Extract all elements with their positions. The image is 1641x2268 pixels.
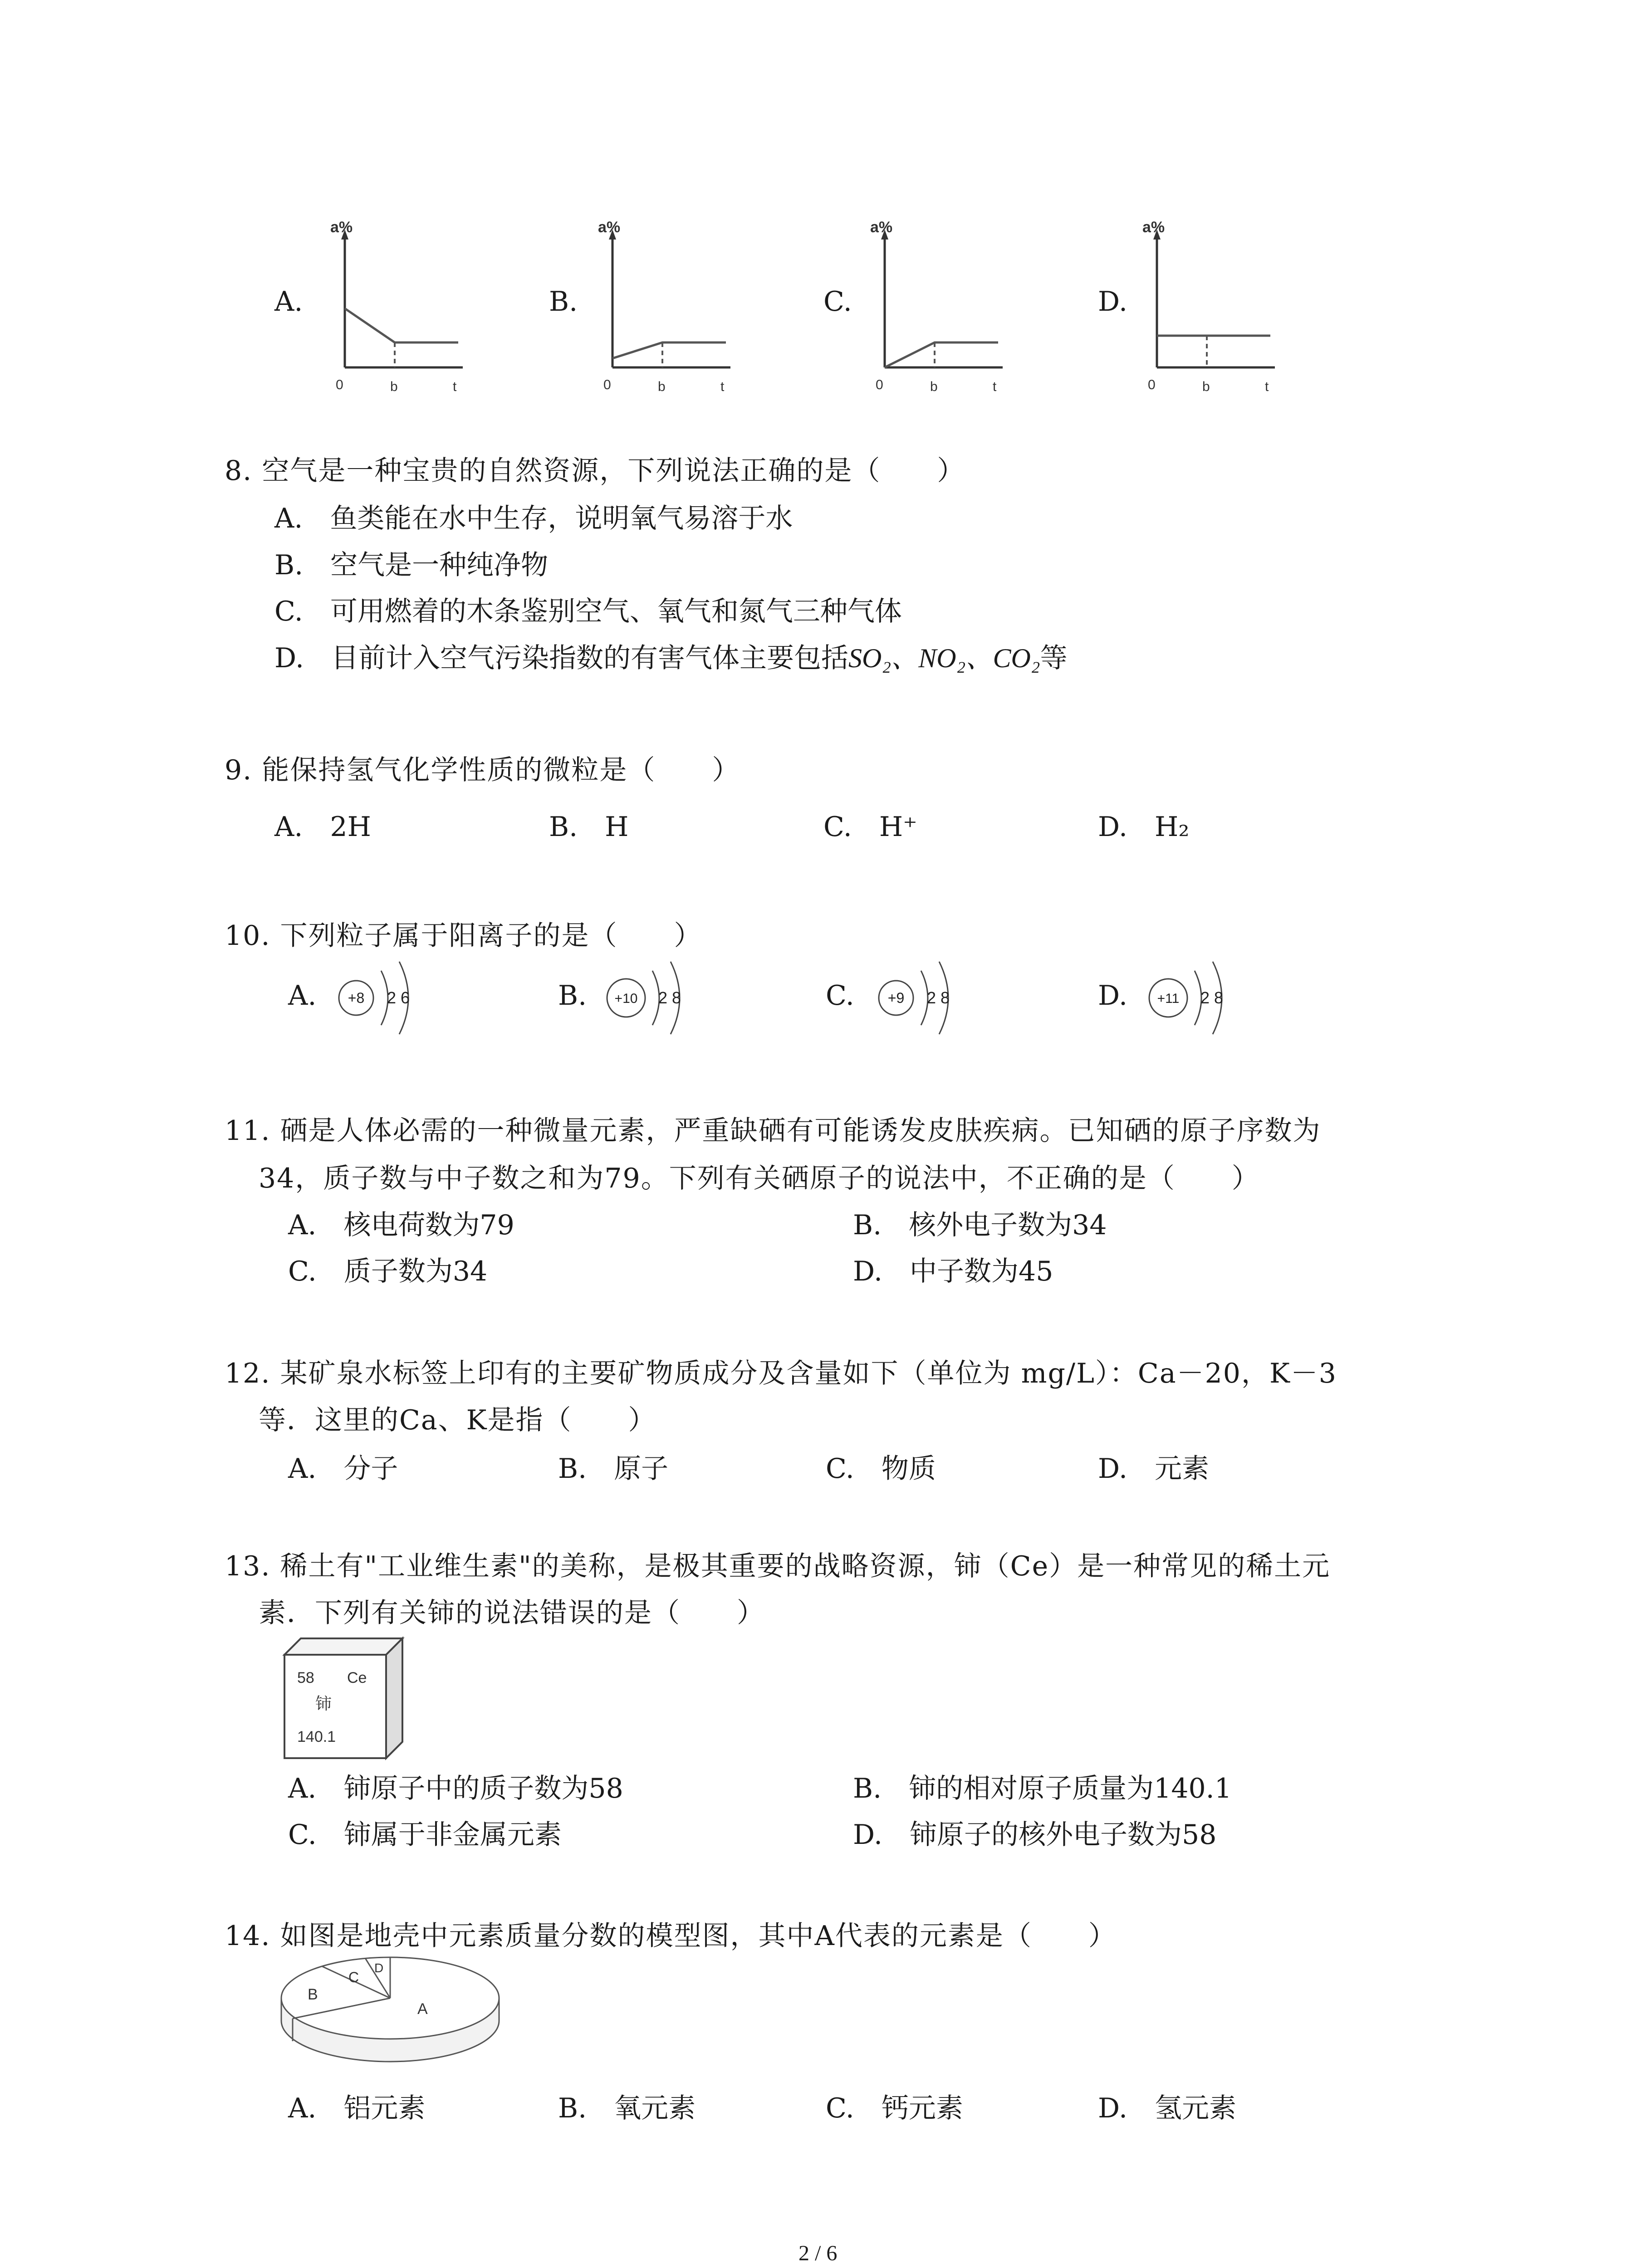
svg-text:0: 0	[1148, 377, 1156, 392]
svg-text:a%: a%	[598, 219, 621, 236]
q11-option-b: B. 核外电子数为34	[853, 1209, 1107, 1241]
svg-text:+11: +11	[1157, 991, 1180, 1006]
q12-option-a: A. 分子	[288, 1453, 398, 1485]
svg-text:+9: +9	[887, 990, 905, 1006]
q7-option-c-label: C.	[823, 286, 852, 318]
q14-option-c: C. 钙元素	[826, 2092, 963, 2124]
tile-symbol: Ce	[347, 1669, 367, 1686]
q12-stem-line1: 12. 某矿泉水标签上印有的主要矿物质成分及含量如下（单位为 mg/L）：Ca－20，K－3	[225, 1358, 1337, 1389]
q10-option-b-label: B.	[558, 980, 587, 1012]
svg-text:2 8: 2 8	[658, 988, 681, 1007]
q8-option-b: B. 空气是一种纯净物	[274, 549, 549, 581]
svg-text:a%: a%	[1142, 219, 1165, 236]
q12-option-d: D. 元素	[1098, 1453, 1210, 1485]
q9-option-c: C. H⁺	[823, 811, 917, 843]
svg-text:t: t	[993, 379, 997, 394]
q14-option-b: B. 氧元素	[558, 2092, 696, 2124]
q11-stem-line2: 34，质子数与中子数之和为79。下列有关硒原子的说法中，不正确的是（ ）	[259, 1163, 1260, 1194]
pie-label-a: A	[417, 2000, 428, 2018]
crust-element-pie-model	[272, 1946, 508, 2068]
q11-stem-line1: 11. 硒是人体必需的一种微量元素，严重缺硒有可能诱发皮肤疾病。已知硒的原子序数为	[225, 1115, 1321, 1147]
q10-atom-diagram-b	[603, 953, 712, 1043]
svg-text:t: t	[1265, 379, 1269, 394]
y-axis-label: a%	[330, 219, 353, 236]
svg-text:b: b	[1202, 379, 1210, 394]
q7-option-b-label: B.	[549, 286, 578, 318]
tile-atomic-number: 58	[297, 1669, 314, 1686]
q10-atom-diagram-d	[1146, 953, 1254, 1043]
svg-text:t: t	[453, 379, 457, 394]
pie-label-d: D	[374, 1961, 384, 1975]
q12-option-b: B. 原子	[558, 1453, 669, 1485]
svg-text:t: t	[720, 379, 725, 394]
svg-text:0: 0	[876, 377, 883, 392]
tile-element-name: 铈	[315, 1694, 332, 1713]
q13-stem-line2: 素．下列有关铈的说法错误的是（ ）	[259, 1597, 765, 1629]
svg-text:2 8: 2 8	[1200, 988, 1224, 1007]
q10-stem: 10. 下列粒子属于阳离子的是（ ）	[225, 920, 702, 952]
q8-option-d: D. 目前计入空气污染指数的有害气体主要包括SO₂、NO₂、CO₂等	[274, 642, 1068, 674]
svg-text:a%: a%	[870, 219, 893, 236]
pie-label-b: B	[308, 1986, 318, 2003]
q12-stem-line2: 等．这里的Ca、K是指（ ）	[259, 1404, 656, 1436]
q12-option-c: C. 物质	[826, 1453, 936, 1485]
svg-text:b: b	[930, 379, 938, 394]
q9-stem: 9. 能保持氢气化学性质的微粒是（ ）	[225, 754, 740, 786]
q13-option-d: D. 铈原子的核外电子数为58	[853, 1819, 1217, 1851]
q10-option-a-label: A.	[288, 980, 317, 1012]
q10-option-c-label: C.	[826, 980, 854, 1012]
svg-text:+8: +8	[348, 990, 365, 1006]
page-number: 2 / 6	[798, 2241, 838, 2265]
q9-option-d: D. H₂	[1098, 811, 1190, 843]
svg-text:b: b	[658, 379, 666, 394]
q7-graph-a	[327, 213, 472, 404]
q11-option-c: C. 质子数为34	[288, 1256, 488, 1287]
tile-atomic-mass: 140.1	[297, 1728, 336, 1745]
q14-stem: 14. 如图是地壳中元素质量分数的模型图，其中A代表的元素是（ ）	[225, 1920, 1117, 1952]
q14-option-d: D. 氢元素	[1098, 2092, 1237, 2124]
svg-text:2 6: 2 6	[387, 988, 410, 1007]
q7-option-d-label: D.	[1098, 286, 1128, 318]
q9-option-b: B. H	[549, 811, 629, 843]
q10-option-d-label: D.	[1098, 980, 1128, 1012]
q13-stem-line1: 13. 稀土有"工业维生素"的美称，是极其重要的战略资源，铈（Ce）是一种常见的稀土元	[225, 1550, 1331, 1582]
svg-text:b: b	[390, 379, 398, 394]
q10-atom-diagram-c	[876, 953, 985, 1043]
q8-option-c: C. 可用燃着的木条鉴别空气、氧气和氮气三种气体	[274, 596, 902, 627]
q10-atom-diagram-a	[336, 953, 445, 1043]
q8-option-a: A. 鱼类能在水中生存，说明氧气易溶于水	[274, 503, 793, 534]
cerium-element-tile	[279, 1633, 411, 1765]
q13-option-b: B. 铈的相对原子质量为140.1	[853, 1773, 1232, 1804]
q9-option-a: A. 2H	[274, 811, 371, 843]
q11-option-a: A. 核电荷数为79	[288, 1209, 514, 1241]
q8-stem: 8. 空气是一种宝贵的自然资源，下列说法正确的是（ ）	[225, 455, 965, 487]
q13-option-c: C. 铈属于非金属元素	[288, 1819, 562, 1851]
q14-option-a: A. 铝元素	[288, 2092, 426, 2124]
q7-graph-d	[1139, 213, 1284, 404]
q7-graph-b	[594, 213, 740, 404]
svg-text:0: 0	[336, 377, 343, 392]
svg-text:0: 0	[603, 377, 611, 392]
svg-text:+10: +10	[614, 991, 638, 1006]
pie-label-c: C	[348, 1969, 359, 1985]
q11-option-d: D. 中子数为45	[853, 1256, 1053, 1287]
q7-option-a-label: A.	[274, 286, 303, 318]
q13-option-a: A. 铈原子中的质子数为58	[288, 1773, 623, 1804]
q7-graph-c	[867, 213, 1012, 404]
svg-text:2 8: 2 8	[926, 988, 950, 1007]
